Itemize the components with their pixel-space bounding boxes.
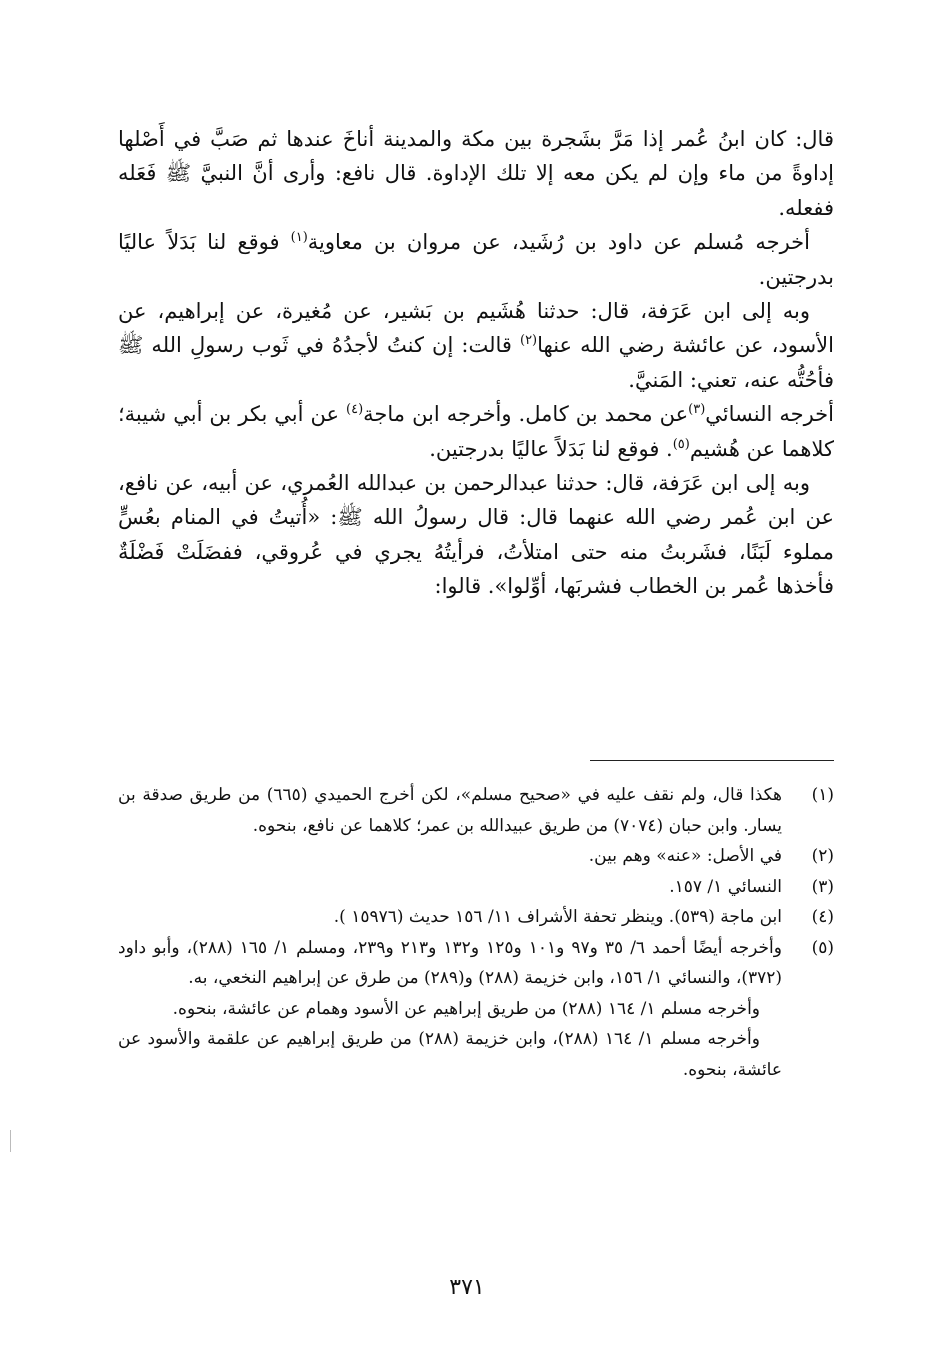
paragraph-3 <box>118 294 834 397</box>
paragraph-2 <box>118 225 834 294</box>
paragraph-4-text-c: عن أبي بكر بن أبي شيبة؛ كلاهما عن هُشيم <box>118 402 834 461</box>
footnote-ref-2[interactable]: (٢) <box>519 333 538 349</box>
footnote-number: (٥) <box>811 937 834 958</box>
footnote-number: (١) <box>811 785 834 805</box>
footnote-body <box>118 872 782 903</box>
main-text <box>118 122 834 604</box>
paragraph-4 <box>118 397 834 466</box>
margin-mark <box>10 1130 11 1152</box>
footnote-ref-3[interactable]: (٣) <box>688 402 706 418</box>
paragraph-4-text-b: عن محمد بن كامل. وأخرجه ابن ماجة <box>363 402 689 427</box>
paragraph-4-text-a: أخرجه النسائي <box>705 402 834 427</box>
paragraph-1: قال: كان ابنُ عُمر إذا مَرَّ بشَجرة بين مكة والمدينة أناخَ عندها ثم صَبَّ في أَصْلها إداوةً من ماء وإن لم يكن معه إلا تلك الإداوة. قال نافع: وأرى أنَّ النبيَّ ﷺ فَعَله ففعله. <box>118 127 834 220</box>
footnote-text: وأخرجه مسلم ١/ ١٦٤ (٢٨٨)، وابن خزيمة (٢٨٨) من طريق إبراهيم عن علقمة والأسود عن عائشة، بنحوه. <box>118 1029 782 1080</box>
footnote-body <box>118 780 782 841</box>
footnote-3 <box>118 872 834 903</box>
paragraph-3-text-a: وبه إلى ابن عَرَفة، قال: حدثنا هُشَيم بن بَشير، عن مُغيرة، عن إبراهيم، عن الأسود، عن عائشة رضي الله عنها <box>118 299 834 358</box>
footnote-5 <box>118 933 834 1086</box>
page-number: ٣٧١ <box>449 1275 485 1300</box>
footnote-body <box>118 902 782 933</box>
footnote-text: هكذا قال، ولم نقف عليه في «صحيح مسلم»، لكن أخرج الحميدي (٦٦٥) من طريق صدقة بن يسار. وابن حبان (٧٠٧٤) من طريق عبيدالله بن عمر؛ كلاهما عن نافع، بنحوه. <box>118 785 782 836</box>
footnotes <box>118 780 834 1085</box>
footnote-4 <box>118 902 834 933</box>
footnote-text: النسائي ١/ ١٥٧. <box>669 876 782 897</box>
footnote-ref-1[interactable]: (١) <box>290 230 308 246</box>
paragraph-2-text-b: فوقع لنا بَدَلاً عاليًا بدرجتين. <box>118 230 834 289</box>
footnote-2 <box>118 841 834 872</box>
footnote-body <box>118 933 782 1086</box>
paragraph-3-text-b: قالت: إن كنتُ لأجدُهُ في ثَوب رسولِ الله ﷺ فأحُتُّه عنه، تعني: المَنيَّ. <box>118 333 834 392</box>
footnote-text: ابن ماجة (٥٣٩). وينظر تحفة الأشراف ١١/ ١٥٦ حديث (١٥٩٧٦ ). <box>333 907 782 927</box>
paragraph-4-text-d: . فوقع لنا بَدَلاً عاليًا بدرجتين. <box>429 436 673 461</box>
paragraph-5: وبه إلى ابن عَرَفة، قال: حدثنا عبدالرحمن بن عبدالله العُمري، عن أبيه، عن نافع، عن ابن عُمر رضي الله عنهما قال: قال رسولُ الله ﷺ: «أُتيتُ في المنام بعُسٍّ مملوء لَبَنًا، فشَربتُ منه حتى امتلأتُ، فرأيتُهُ يجري في عُروقي، ففضَلَتْ فَضْلَةٌ فأخذها عُمر بن الخطاب فشربَها، أوِّلوا». قالوا: <box>118 471 834 599</box>
paragraph-2-text-a: أخرجه مُسلم عن داود بن رُشَيد، عن مروان بن معاوية <box>307 230 810 255</box>
footnote-number: (٣) <box>811 876 834 897</box>
footnote-ref-4[interactable]: (٤) <box>346 402 364 418</box>
footnote-number: (٢) <box>811 846 834 866</box>
footnote-text: في الأصل: «عنه» وهم بين. <box>588 846 782 866</box>
footnote-1 <box>118 780 834 841</box>
footnote-text: وأخرجه مسلم ١/ ١٦٤ (٢٨٨) من طريق إبراهيم عن الأسود وهمام عن عائشة، بنحوه. <box>172 998 760 1019</box>
footnote-ref-5[interactable]: (٥) <box>672 436 690 452</box>
footnote-number: (٤) <box>811 907 834 927</box>
footnote-divider <box>590 760 834 761</box>
footnote-body <box>118 841 782 872</box>
footnote-text: وأخرجه أيضًا أحمد ٦/ ٣٥ و٩٧ و١٠١ و١٢٥ و١٣٢ و٢١٣ و٢٣٩، ومسلم ١/ ١٦٥ (٢٨٨)، وأبو داود (٣٧٢)، والنسائي ١/ ١٥٦، وابن خزيمة (٢٨٨) و(٢٨٩) من طرق عن إبراهيم النخعي، به. <box>118 937 782 988</box>
